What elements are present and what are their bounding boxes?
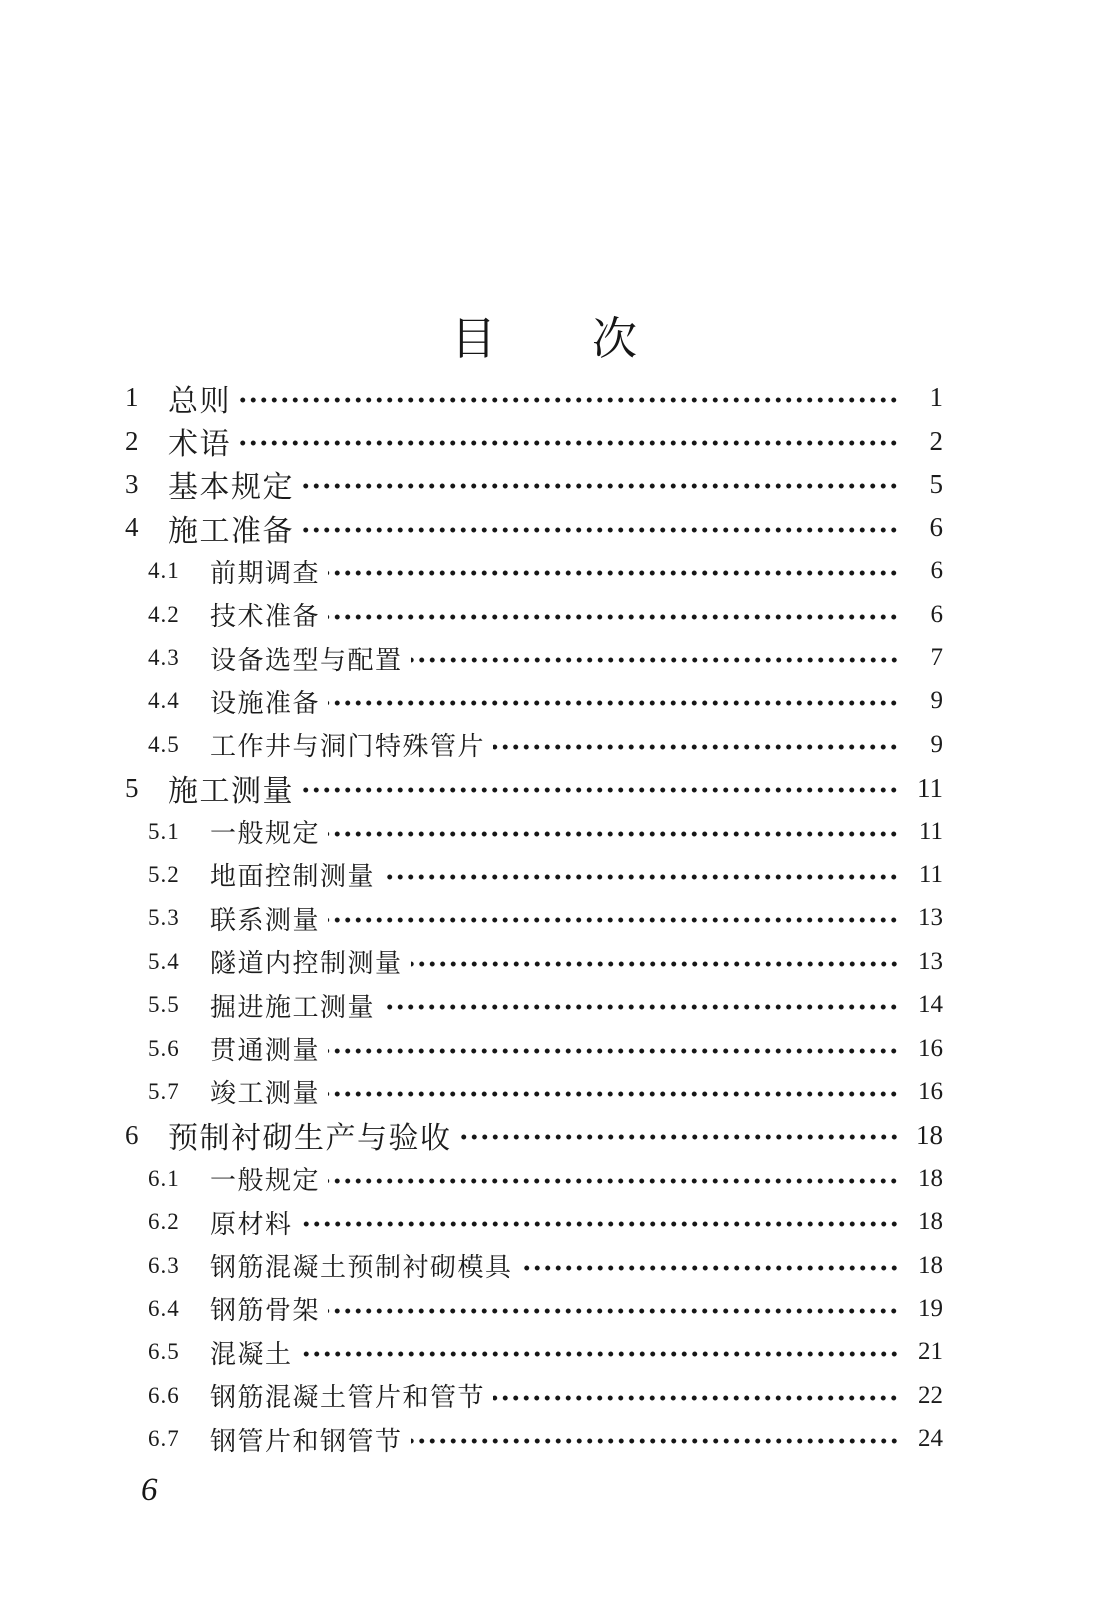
toc-entry-page: 6 xyxy=(930,557,943,585)
toc-entry-number: 3 xyxy=(125,468,140,499)
toc-entry-number: 6.2 xyxy=(148,1209,180,1235)
toc-entry-label: 前期调查 xyxy=(210,558,321,588)
dot-leader xyxy=(411,654,899,666)
toc-entry xyxy=(125,1114,943,1157)
toc-entry-page: 22 xyxy=(918,1381,943,1409)
toc-entry xyxy=(125,463,943,506)
toc-entry xyxy=(125,550,943,593)
dot-leader xyxy=(328,697,899,709)
toc-entry-label: 隧道内控制测量 xyxy=(210,949,403,979)
toc-entry-label: 竣工测量 xyxy=(210,1079,321,1109)
dot-leader xyxy=(328,1305,899,1317)
toc-entry-number: 5.6 xyxy=(148,1035,180,1061)
toc-entry xyxy=(125,593,943,636)
toc-entry-page: 13 xyxy=(918,904,943,932)
toc-entry-label: 一般规定 xyxy=(210,819,321,849)
toc-entry-number: 4.2 xyxy=(148,601,180,627)
toc-entry-label: 钢筋骨架 xyxy=(210,1296,321,1326)
toc-entry-label: 混凝土 xyxy=(210,1339,293,1369)
dot-leader xyxy=(301,1218,899,1230)
toc-entry-number: 5 xyxy=(125,772,140,803)
toc-entry-label: 钢管片和钢管节 xyxy=(210,1426,403,1456)
toc-entry-number: 4.1 xyxy=(148,558,180,584)
dot-leader xyxy=(302,524,899,536)
toc-entry xyxy=(125,940,943,983)
toc-entry-label: 总则 xyxy=(168,384,231,418)
toc-entry-number: 5.2 xyxy=(148,861,180,887)
toc-entry-label: 工作井与洞门特殊管片 xyxy=(210,732,486,762)
toc-entry xyxy=(125,1027,943,1070)
toc-entry-number: 5.5 xyxy=(148,992,180,1018)
toc-entry-page: 21 xyxy=(918,1338,943,1366)
toc-entry-number: 4.3 xyxy=(148,645,180,671)
toc-entry-page: 7 xyxy=(930,644,943,672)
toc-entry-number: 4.4 xyxy=(148,688,180,714)
toc-entry-label: 基本规定 xyxy=(168,471,294,505)
toc-entry-label: 术语 xyxy=(168,428,231,462)
toc-entry-page: 24 xyxy=(918,1425,943,1453)
dot-leader xyxy=(328,1045,899,1057)
toc-entry-number: 2 xyxy=(125,425,140,456)
toc-entry xyxy=(125,767,943,810)
dot-leader xyxy=(521,1262,899,1274)
toc-entry-number: 6.4 xyxy=(148,1295,180,1321)
toc-list xyxy=(125,376,943,1461)
dot-leader xyxy=(328,1088,899,1100)
toc-entry-label: 一般规定 xyxy=(210,1166,321,1196)
toc-entry xyxy=(125,983,943,1026)
toc-entry xyxy=(125,506,943,549)
toc-entry xyxy=(125,810,943,853)
dot-leader xyxy=(383,1001,899,1013)
toc-entry-number: 4.5 xyxy=(148,731,180,757)
toc-entry-number: 6.7 xyxy=(148,1426,180,1452)
dot-leader xyxy=(383,871,899,883)
toc-entry-number: 6.3 xyxy=(148,1252,180,1278)
dot-leader xyxy=(460,1131,900,1143)
toc-entry-page: 13 xyxy=(918,947,943,975)
dot-leader xyxy=(493,1392,899,1404)
toc-entry-page: 16 xyxy=(918,1034,943,1062)
toc-entry-page: 16 xyxy=(918,1077,943,1105)
toc-entry-label: 施工测量 xyxy=(168,775,294,809)
toc-entry xyxy=(125,1070,943,1113)
toc-entry-page: 14 xyxy=(918,991,943,1019)
toc-entry xyxy=(125,723,943,766)
toc-entry-page: 19 xyxy=(918,1294,943,1322)
toc-entry-page: 5 xyxy=(929,468,943,499)
dot-leader xyxy=(302,784,899,796)
toc-entry-page: 11 xyxy=(918,817,943,845)
dot-leader xyxy=(328,828,899,840)
dot-leader xyxy=(302,480,899,492)
toc-entry-label: 钢筋混凝土管片和管节 xyxy=(210,1383,486,1413)
page-title: 目 次 xyxy=(450,314,639,365)
toc-entry-label: 联系测量 xyxy=(210,905,321,935)
toc-entry xyxy=(125,419,943,462)
toc-entry-label: 原材料 xyxy=(210,1209,293,1239)
toc-entry-page: 2 xyxy=(929,425,943,456)
toc-entry-label: 预制衬砌生产与验收 xyxy=(168,1122,452,1156)
toc-entry-number: 1 xyxy=(125,382,140,413)
dot-leader xyxy=(328,567,899,579)
toc-entry-label: 贯通测量 xyxy=(210,1036,321,1066)
toc-entry-number: 6.1 xyxy=(148,1165,180,1191)
toc-entry-page: 6 xyxy=(929,512,943,543)
toc-entry-label: 设施准备 xyxy=(210,688,321,718)
dot-leader xyxy=(239,394,899,406)
toc-entry-page: 18 xyxy=(918,1164,943,1192)
toc-entry xyxy=(125,1244,943,1287)
toc-entry xyxy=(125,897,943,940)
dot-leader xyxy=(328,1175,899,1187)
toc-entry xyxy=(125,1287,943,1330)
toc-entry-page: 11 xyxy=(917,772,943,803)
toc-entry-label: 钢筋混凝土预制衬砌模具 xyxy=(210,1253,513,1282)
toc-entry-label: 施工准备 xyxy=(168,514,294,548)
dot-leader xyxy=(328,914,899,926)
toc-entry-number: 6.5 xyxy=(148,1339,180,1365)
dot-leader xyxy=(493,741,899,753)
toc-entry xyxy=(125,636,943,679)
toc-entry xyxy=(125,1374,943,1417)
footer-page-number: 6 xyxy=(141,1472,158,1508)
toc-entry xyxy=(125,1417,943,1460)
dot-leader xyxy=(411,958,899,970)
toc-entry-page: 18 xyxy=(916,1119,943,1150)
toc-entry-number: 5.7 xyxy=(148,1078,180,1104)
toc-entry-number: 4 xyxy=(125,512,140,543)
toc-entry xyxy=(125,376,943,419)
toc-entry xyxy=(125,1331,943,1374)
toc-entry-number: 5.3 xyxy=(148,905,180,931)
toc-entry-page: 9 xyxy=(930,730,943,758)
toc-entry-page: 18 xyxy=(918,1251,943,1279)
toc-entry-page: 18 xyxy=(918,1208,943,1236)
toc-entry-page: 9 xyxy=(930,687,943,715)
dot-leader xyxy=(411,1435,899,1447)
toc-entry-number: 6.6 xyxy=(148,1382,180,1408)
toc-entry xyxy=(125,1200,943,1243)
toc-entry-page: 11 xyxy=(918,860,943,888)
dot-leader xyxy=(301,1348,899,1360)
toc-entry-label: 设备选型与配置 xyxy=(210,645,403,675)
toc-entry-label: 地面控制测量 xyxy=(210,862,376,892)
toc-entry-number: 5.4 xyxy=(148,948,180,974)
toc-entry-label: 掘进施工测量 xyxy=(210,992,376,1022)
toc-entry-label: 技术准备 xyxy=(210,602,321,632)
toc-entry-number: 6 xyxy=(125,1119,140,1150)
toc-entry xyxy=(125,680,943,723)
dot-leader xyxy=(239,437,899,449)
toc-entry xyxy=(125,1157,943,1200)
toc-entry-page: 1 xyxy=(929,382,943,413)
toc-entry-page: 6 xyxy=(930,600,943,628)
toc-entry-number: 5.1 xyxy=(148,818,180,844)
toc-entry xyxy=(125,853,943,896)
dot-leader xyxy=(328,611,899,623)
